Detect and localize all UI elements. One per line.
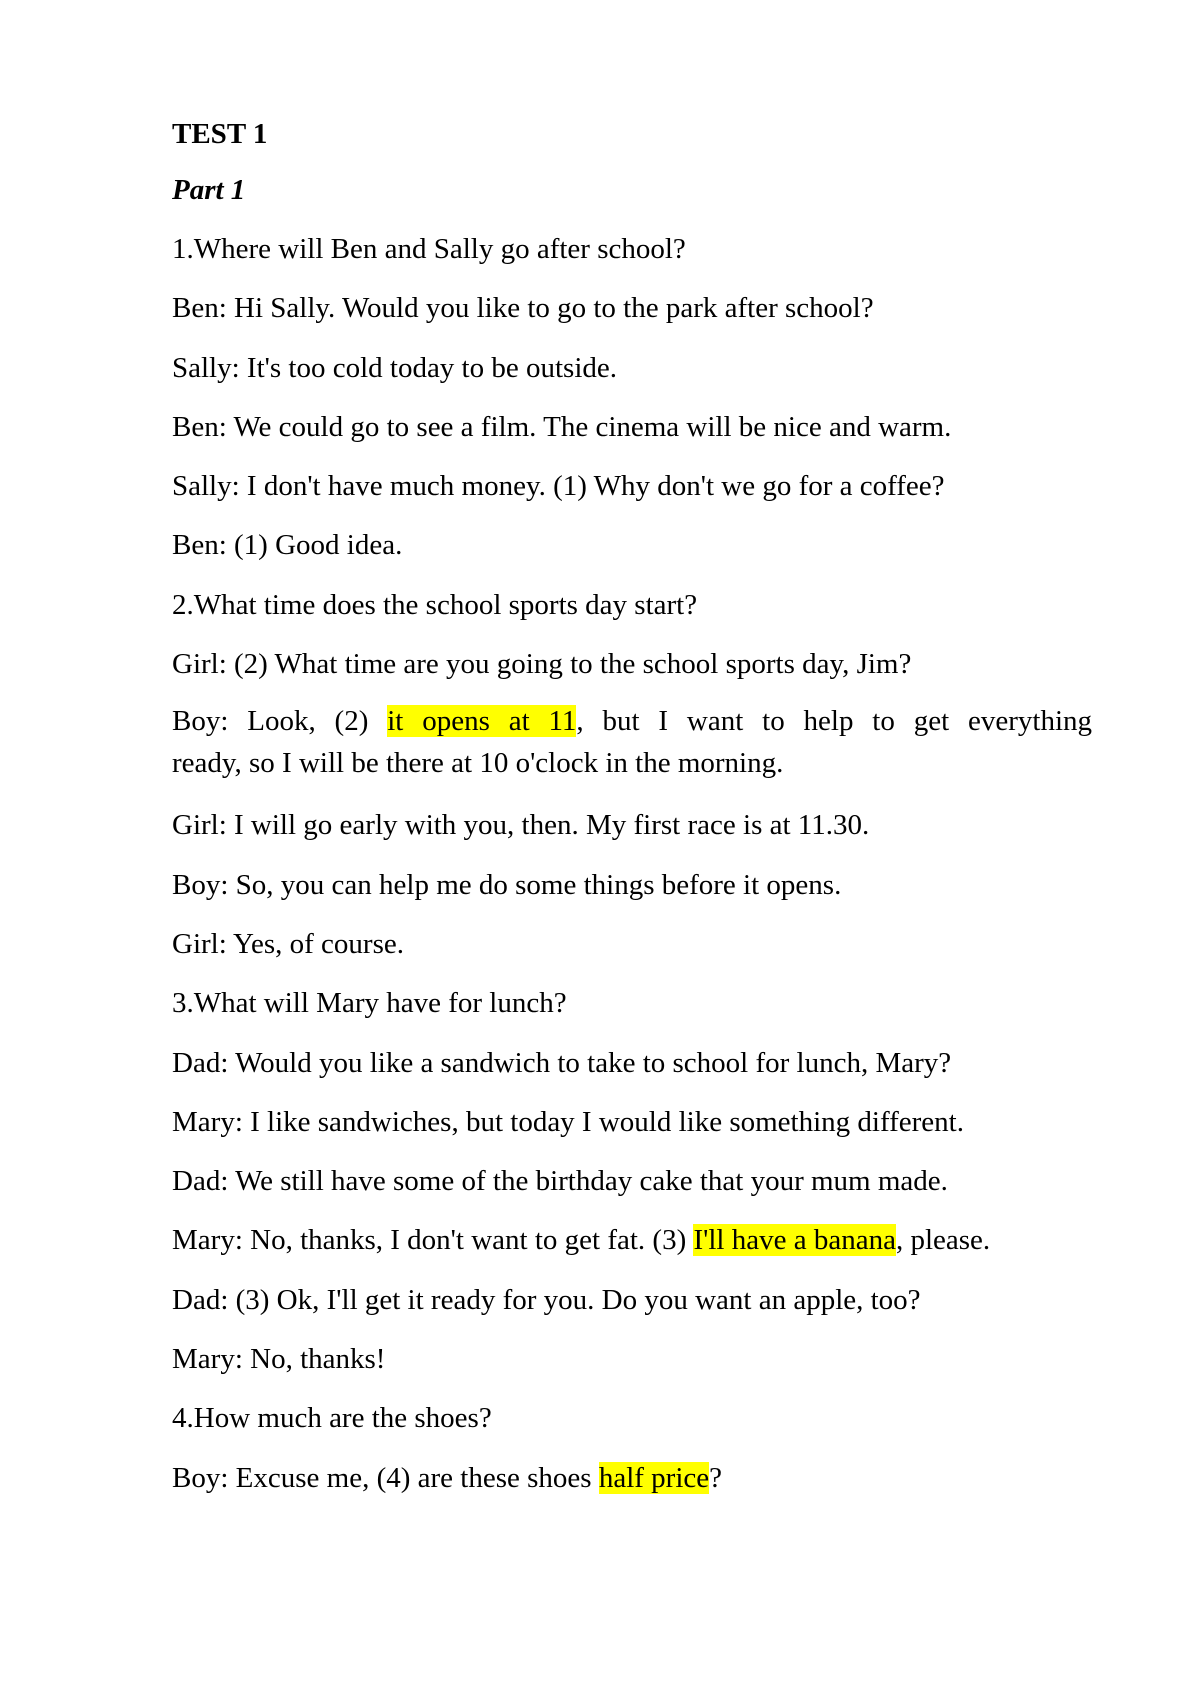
dialogue-line: Girl: (2) What time are you going to the school sports day, Jim? [172, 648, 912, 681]
dialogue-text: Boy: Excuse me, (4) are these shoes [172, 1461, 599, 1494]
part-heading: Part 1 [172, 174, 246, 206]
dialogue-line: Girl: Yes, of course. [172, 927, 404, 960]
question-3: 3.What will Mary have for lunch? [172, 987, 567, 1020]
dialogue-line: Sally: I don't have much money. (1) Why don't we go for a coffee? [172, 470, 945, 503]
dialogue-text: , please. [895, 1224, 991, 1257]
dialogue-line: Ben: We could go to see a film. The cinema will be nice and warm. [172, 410, 952, 443]
dialogue-text: ready, so I will be there at 10 o'clock in the morning. [172, 747, 784, 780]
question-4: 4.How much are the shoes? [172, 1402, 492, 1435]
dialogue-text: , but I want to help to get everything [576, 705, 1093, 738]
dialogue-line [172, 1449, 1092, 1508]
dialogue-line: Mary: I like sandwiches, but today I would like something different. [172, 1105, 964, 1138]
dialogue-line: Boy: So, you can help me do some things before it opens. [172, 868, 842, 901]
highlighted-answer: I'll have a banana [693, 1224, 896, 1257]
dialogue-line: Girl: I will go early with you, then. My first race is at 11.30. [172, 809, 870, 842]
dialogue-line: Mary: No, thanks! [172, 1343, 386, 1376]
dialogue-line [172, 1211, 1092, 1270]
dialogue-text: Mary: No, thanks, I don't want to get fat. (3) [172, 1224, 694, 1257]
dialogue-line-first [172, 700, 1092, 742]
highlighted-answer: half price [598, 1461, 710, 1494]
dialogue-line: Dad: Would you like a sandwich to take to school for lunch, Mary? [172, 1046, 952, 1079]
document-title: TEST 1 [172, 118, 268, 150]
dialogue-text: ? [709, 1461, 722, 1494]
highlighted-answer: it opens at 11 [387, 705, 577, 738]
dialogue-line: Sally: It's too cold today to be outside. [172, 351, 618, 384]
document-page [172, 108, 1092, 1508]
dialogue-paragraph [172, 694, 1092, 796]
dialogue-line: Dad: We still have some of the birthday cake that your mum made. [172, 1165, 948, 1198]
question-2: 2.What time does the school sports day start? [172, 588, 698, 621]
dialogue-line: Dad: (3) Ok, I'll get it ready for you. Do you want an apple, too? [172, 1283, 921, 1316]
dialogue-line: Ben: (1) Good idea. [172, 529, 403, 562]
dialogue-text: Boy: Look, (2) [172, 705, 388, 738]
dialogue-line: Ben: Hi Sally. Would you like to go to the park after school? [172, 292, 874, 325]
question-1: 1.Where will Ben and Sally go after school? [172, 233, 686, 265]
